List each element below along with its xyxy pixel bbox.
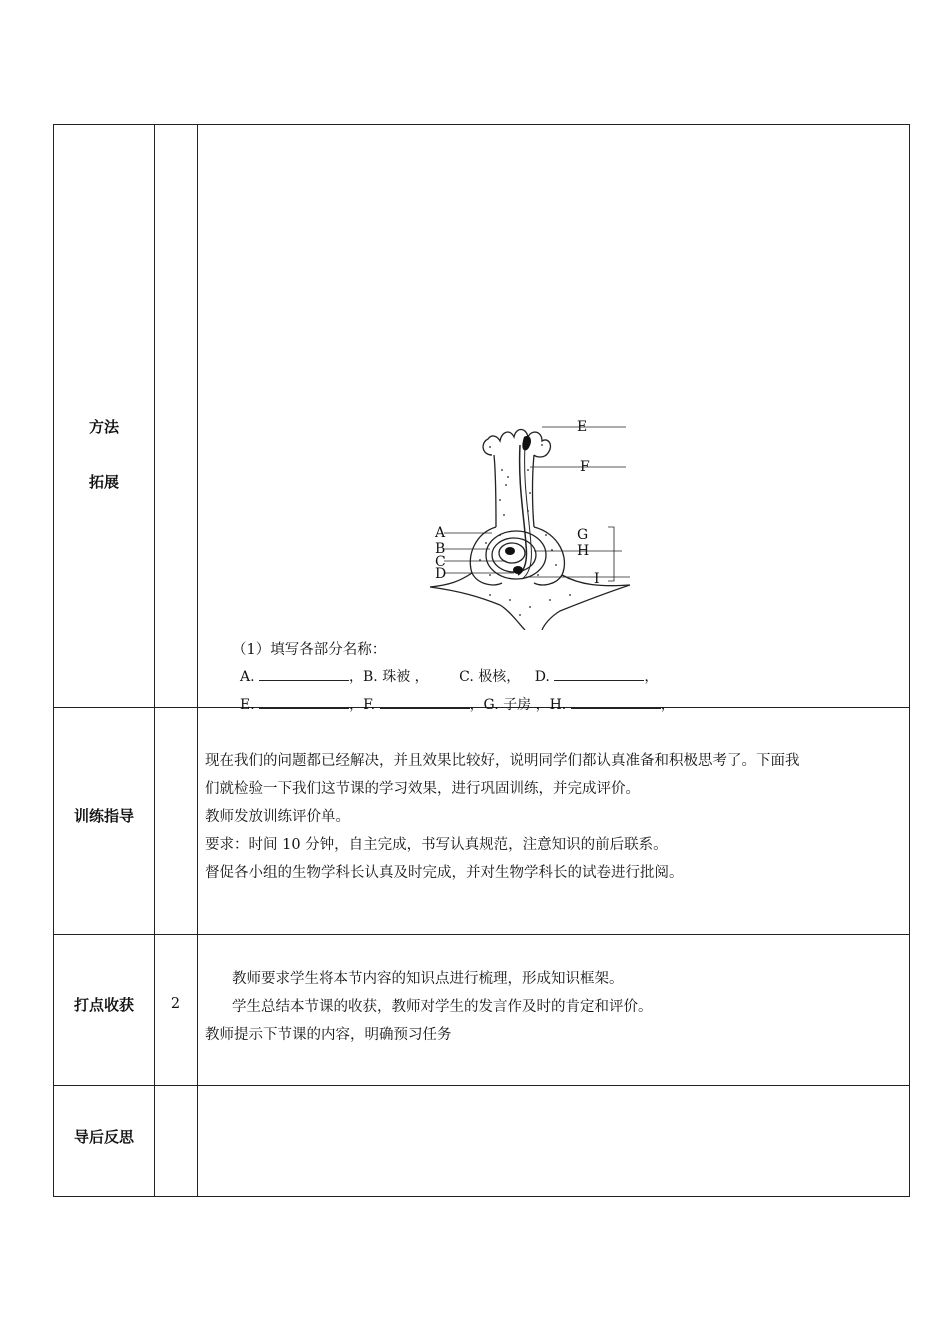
diagram-label-f: F xyxy=(580,459,590,475)
training-line-1: 现在我们的问题都已经解决，并且效果比较好，说明同学们都认真准备和积极思考了。下面我 xyxy=(205,753,800,769)
pistil-diagram xyxy=(430,415,630,630)
question-text: （1）填写各部分名称： xyxy=(232,642,387,658)
column-divider xyxy=(154,125,155,1196)
diagram-label-e: E xyxy=(577,419,588,435)
diagram-label-h: H xyxy=(577,543,590,559)
harvest-line-2: 学生总结本节课的收获，教师对学生的发言作及时的肯定和评价。 xyxy=(232,999,653,1015)
diagram-label-b: B xyxy=(435,541,446,557)
item-f: ，F. xyxy=(349,697,376,713)
column-divider xyxy=(197,125,198,1196)
harvest-time: 2 xyxy=(170,996,181,1012)
diagram-label-d: D xyxy=(435,566,447,582)
training-line-2: 们就检验一下我们这节课的学习效果，进行巩固训练，并完成评价。 xyxy=(205,781,640,797)
row-label-reflection: 导后反思 xyxy=(73,1128,134,1146)
lesson-table xyxy=(53,124,910,1197)
item-e: E. xyxy=(240,697,255,713)
line1-end: ， xyxy=(644,669,659,685)
row-label-method: 方法 xyxy=(88,418,119,436)
row-label-training: 训练指导 xyxy=(73,807,134,825)
row-label-harvest: 打点收获 xyxy=(73,996,134,1014)
diagram-label-g: G xyxy=(577,527,589,543)
blank-h[interactable] xyxy=(571,696,661,709)
row-divider xyxy=(54,1085,909,1086)
item-g-h: ，G. 子房 ，H. xyxy=(469,697,567,713)
row-divider xyxy=(54,934,909,935)
training-line-4: 要求：时间 10 分钟，自主完成，书写认真规范，注意知识的前后联系。 xyxy=(205,837,668,853)
blank-d[interactable] xyxy=(554,668,644,681)
item-c: C. 极核， xyxy=(459,669,521,685)
training-line-3: 教师发放训练评价单。 xyxy=(205,809,350,825)
blank-f[interactable] xyxy=(380,696,470,709)
blank-a[interactable] xyxy=(259,668,349,681)
item-d: D. xyxy=(534,669,550,685)
blank-e[interactable] xyxy=(259,696,349,709)
fill-line-2 xyxy=(240,694,675,714)
harvest-line-3: 教师提示下节课的内容，明确预习任务 xyxy=(205,1027,452,1043)
item-b: ，B. 珠被 ， xyxy=(349,669,429,685)
diagram-label-c: C xyxy=(435,554,446,570)
line2-end: ， xyxy=(660,697,675,713)
diagram-label-a: A xyxy=(435,525,446,541)
training-line-5: 督促各小组的生物学科长认真及时完成，并对生物学科长的试卷进行批阅。 xyxy=(205,865,684,881)
harvest-line-1: 教师要求学生将本节内容的知识点进行梳理，形成知识框架。 xyxy=(232,971,624,987)
row-label-method-2: 拓展 xyxy=(88,473,119,491)
diagram-label-i: I xyxy=(594,571,600,587)
item-a: A. xyxy=(240,669,255,685)
fill-line-1 xyxy=(240,666,658,686)
